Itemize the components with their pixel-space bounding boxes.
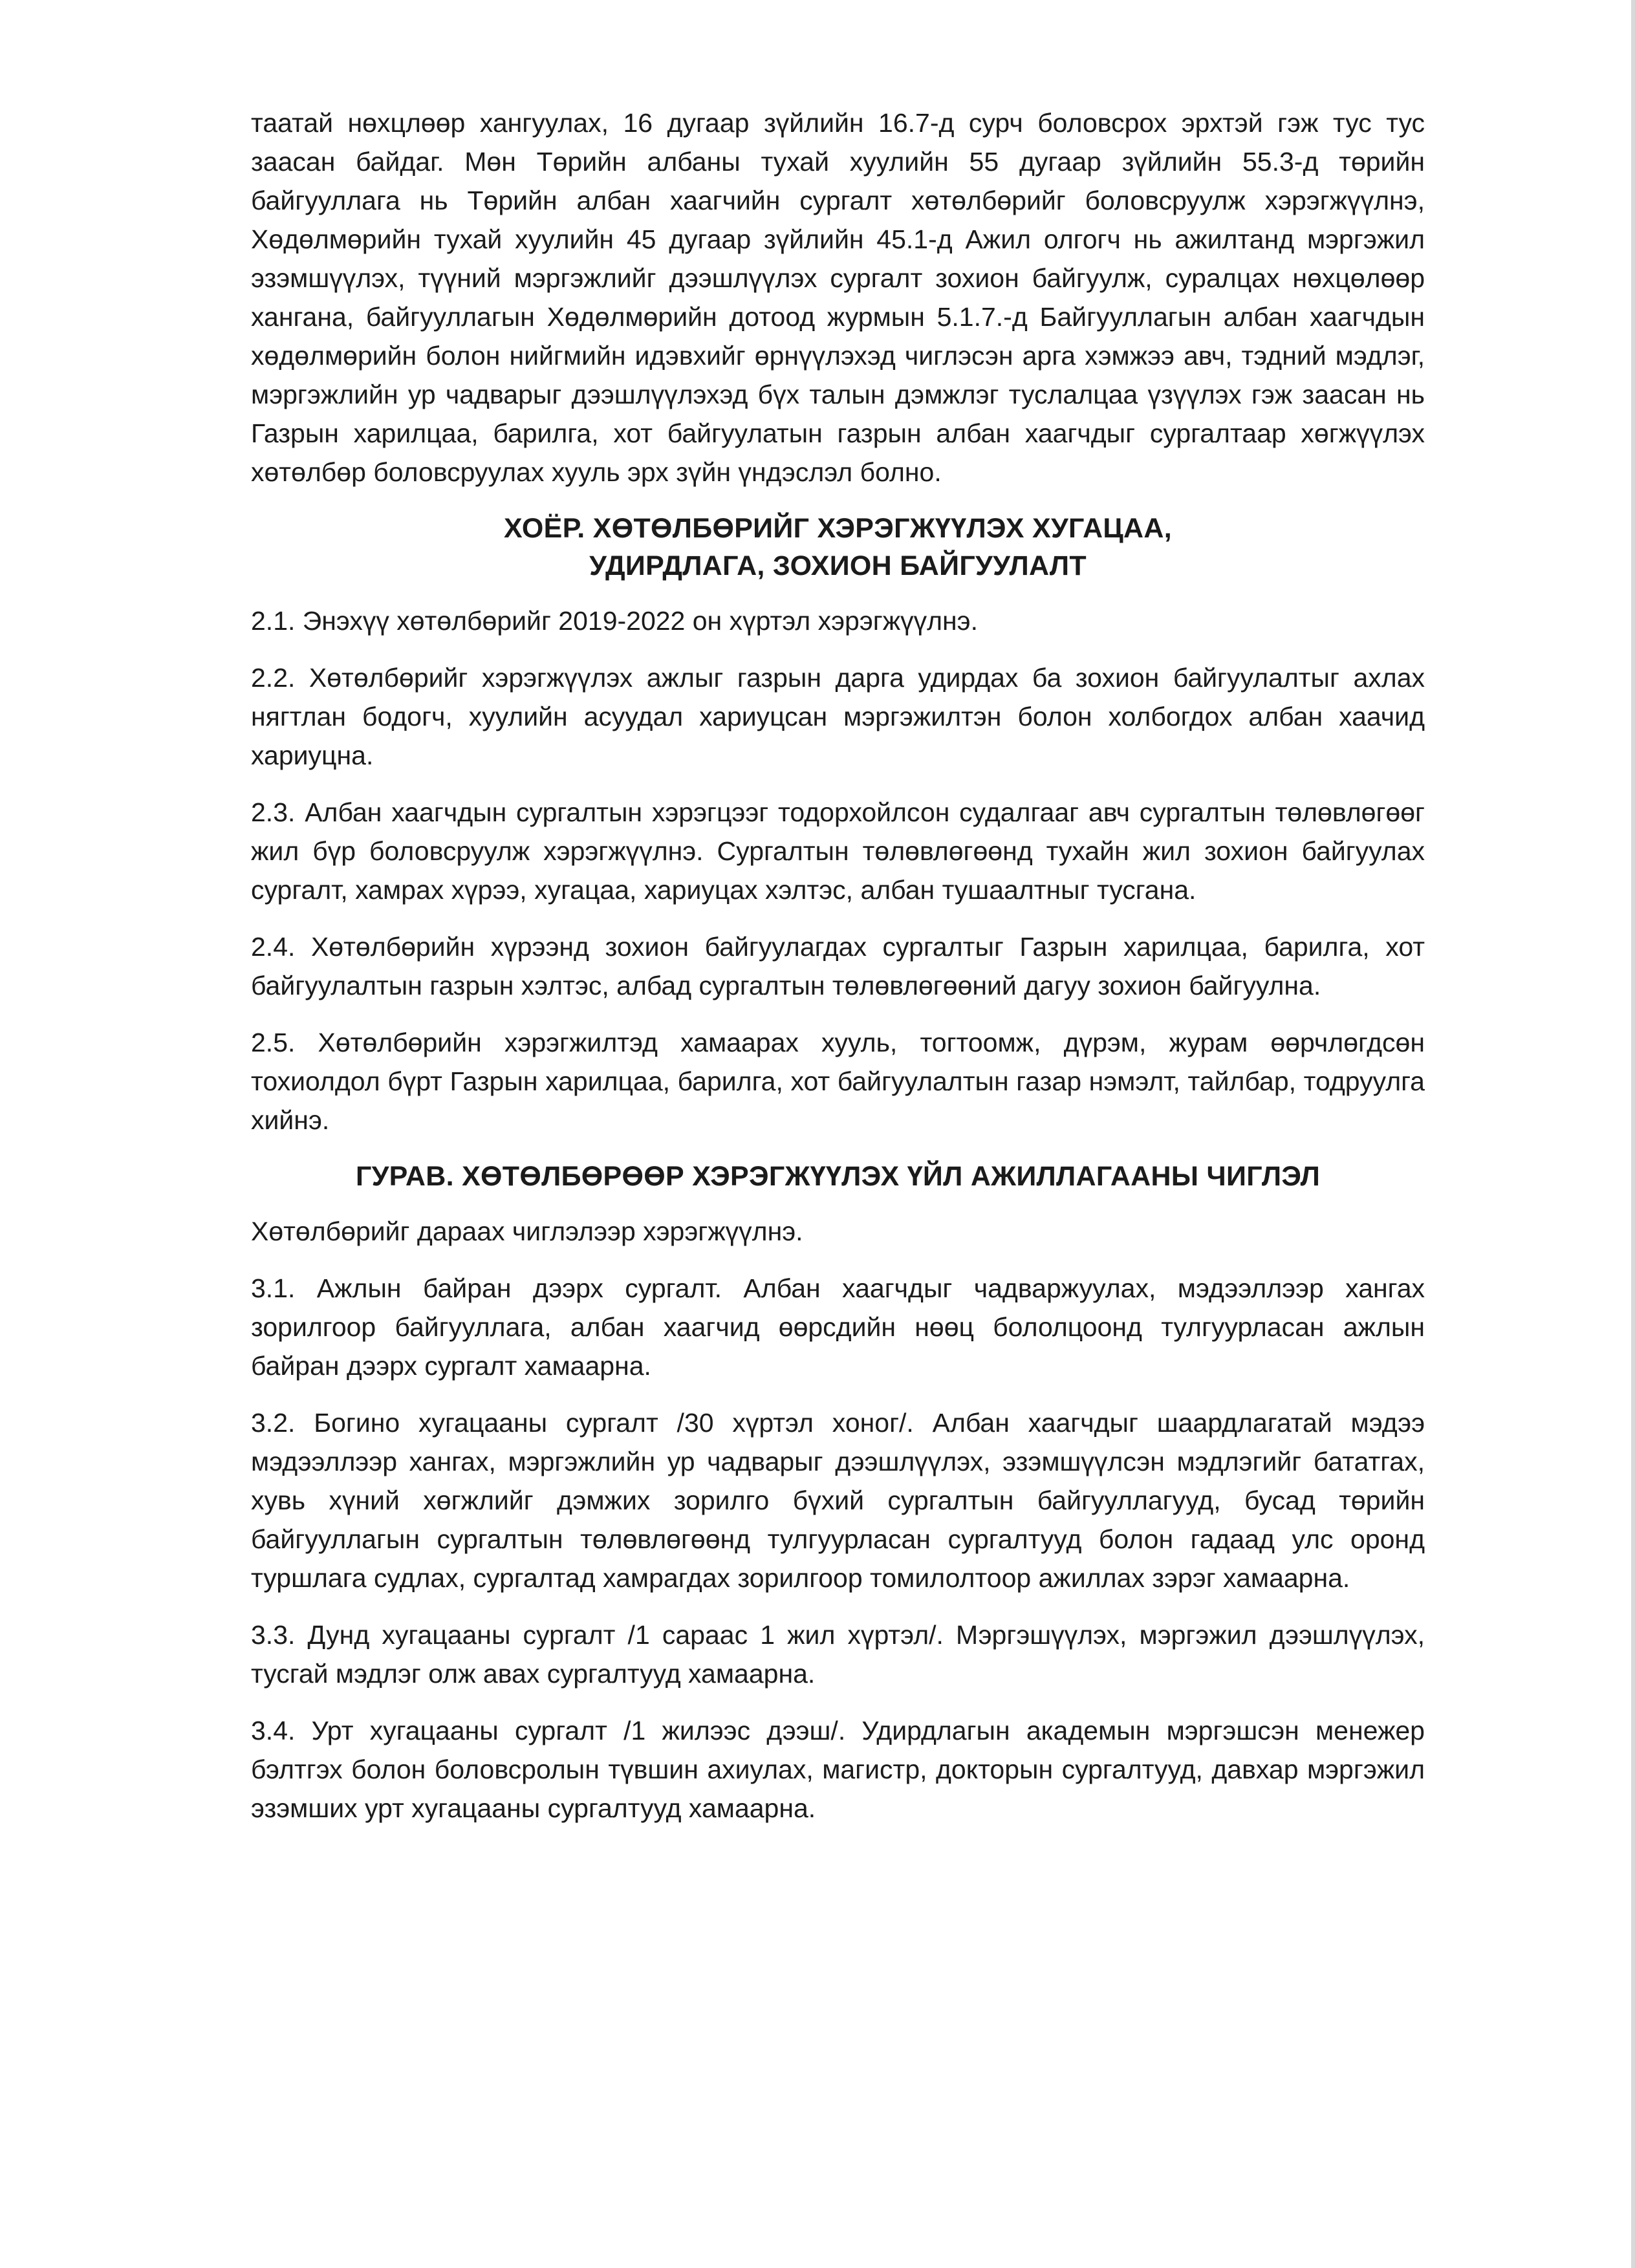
section-2-item-4: 2.4. Хөтөлбөрийн хүрээнд зохион байгуулагдах сургалтыг Газрын харилцаа, барилга, хот байгуулалтын газрын хэлтэс, албад сургалтын төлөвлөгөөний дагуу зохион байгуулна. xyxy=(251,932,1425,1000)
section-2-heading-line-1: ХОЁР. ХӨТӨЛБӨРИЙГ ХЭРЭГЖҮҮЛЭХ ХУГАЦАА, xyxy=(504,513,1172,544)
section-2-item-3: 2.3. Албан хаагчдын сургалтын хэрэгцээг тодорхойлсон судалгааг авч сургалтын төлөвлөгөөг жил бүр боловсруулж хэрэгжүүлнэ. Сургалтын төлөвлөгөөнд тухайн жил зохион байгуулах сургалт, хамрах хүрээ, хугацаа, хариуцах хэлтэс, албан тушаалтныг тусгана. xyxy=(251,797,1425,905)
section-3-intro: Хөтөлбөрийг дараах чиглэлээр хэрэгжүүлнэ. xyxy=(251,1216,803,1246)
scan-edge xyxy=(1631,0,1635,2268)
section-2-item-5: 2.5. Хөтөлбөрийн хэрэгжилтэд хамаарах хууль, тогтоомж, дүрэм, журам өөрчлөгдсөн тохиолдол бүрт Газрын харилцаа, барилга, хот байгуулалтын газар нэмэлт, тайлбар, тодруулга хийнэ. xyxy=(251,1028,1425,1135)
section-2-heading-line-2: УДИРДЛАГА, ЗОХИОН БАЙГУУЛАЛТ xyxy=(589,550,1087,581)
section-3-item-1: 3.1. Ажлын байран дээрх сургалт. Албан хаагчдыг чадваржуулах, мэдээллээр хангах зорилгоор байгууллага, албан хаагчид өөрсдийн нөөц бололцоонд тулгуурласан ажлын байран дээрх сургалт хамаарна. xyxy=(251,1273,1425,1381)
section-2-heading xyxy=(251,510,1425,585)
section-3-heading-line-1: ГУРАВ. ХӨТӨЛБӨРӨӨР ХЭРЭГЖҮҮЛЭХ ҮЙЛ АЖИЛЛАГААНЫ ЧИГЛЭЛ xyxy=(355,1161,1321,1192)
section-3-item-2: 3.2. Богино хугацааны сургалт /30 хүртэл хоног/. Албан хаагчдыг шаардлагатай мэдээ мэдээллээр хангах, мэргэжлийн ур чадварыг дээшлүүлэх, эзэмшүүлсэн мэдлэгийг бататгах, хувь хүний хөгжлийг дэмжих зорилго бүхий сургалтын байгууллагууд, бусад төрийн байгууллагын сургалтын төлөвлөгөөнд тулгуурласан сургалтууд болон гадаад улс оронд туршлага судлах, сургалтад хамрагдах зорилгоор томилолтоор ажиллах зэрэг хамаарна. xyxy=(251,1408,1425,1593)
document-page xyxy=(251,103,1425,1846)
section-3-heading xyxy=(251,1158,1425,1195)
section-3-item-4: 3.4. Урт хугацааны сургалт /1 жилээс дээш/. Удирдлагын академын мэргэшсэн менежер бэлтгэх болон боловсролын түвшин ахиулах, магистр, докторын сургалтууд, давхар мэргэжил эзэмших урт хугацааны сургалтууд хамаарна. xyxy=(251,1716,1425,1823)
section-2-item-1: 2.1. Энэхүү хөтөлбөрийг 2019-2022 он хүртэл хэрэгжүүлнэ. xyxy=(251,606,978,636)
section-3-item-3: 3.3. Дунд хугацааны сургалт /1 сараас 1 жил хүртэл/. Мэргэшүүлэх, мэргэжил дээшлүүлэх, тусгай мэдлэг олж авах сургалтууд хамаарна. xyxy=(251,1620,1425,1689)
intro-paragraph: таатай нөхцлөөр хангуулах, 16 дугаар зүйлийн 16.7-д сурч боловсрох эрхтэй гэж тус тус заасан байдаг. Мөн Төрийн албаны тухай хуулийн 55 дугаар зүйлийн 55.3-д төрийн байгууллага нь Төрийн албан хаагчийн сургалт хөтөлбөрийг боловсруулж хэрэгжүүлнэ, Хөдөлмөрийн тухай хуулийн 45 дугаар зүйлийн 45.1-д Ажил олгогч нь ажилтанд мэргэжил эзэмшүүлэх, түүний мэргэжлийг дээшлүүлэх сургалт зохион байгуулж, суралцах нөхцөлөөр хангана, байгууллагын Хөдөлмөрийн дотоод журмын 5.1.7.-д Байгууллагын албан хаагчдын хөдөлмөрийн болон нийгмийн идэвхийг өрнүүлэхэд чиглэсэн арга хэмжээ авч, тэдний мэдлэг, мэргэжлийн ур чадварыг дээшлүүлэхэд бүх талын дэмжлэг туслалцаа үзүүлэх гэж заасан нь Газрын харилцаа, барилга, хот байгуулатын газрын албан хаагчдыг сургалтаар хөгжүүлэх хөтөлбөр боловсруулах хууль эрх зүйн үндэслэл болно. xyxy=(251,108,1425,487)
section-2-item-2: 2.2. Хөтөлбөрийг хэрэгжүүлэх ажлыг газрын дарга удирдах ба зохион байгуулалтыг ахлах нягтлан бодогч, хуулийн асуудал хариуцсан мэргэжилтэн болон холбогдох албан хаачид хариуцна. xyxy=(251,663,1425,770)
